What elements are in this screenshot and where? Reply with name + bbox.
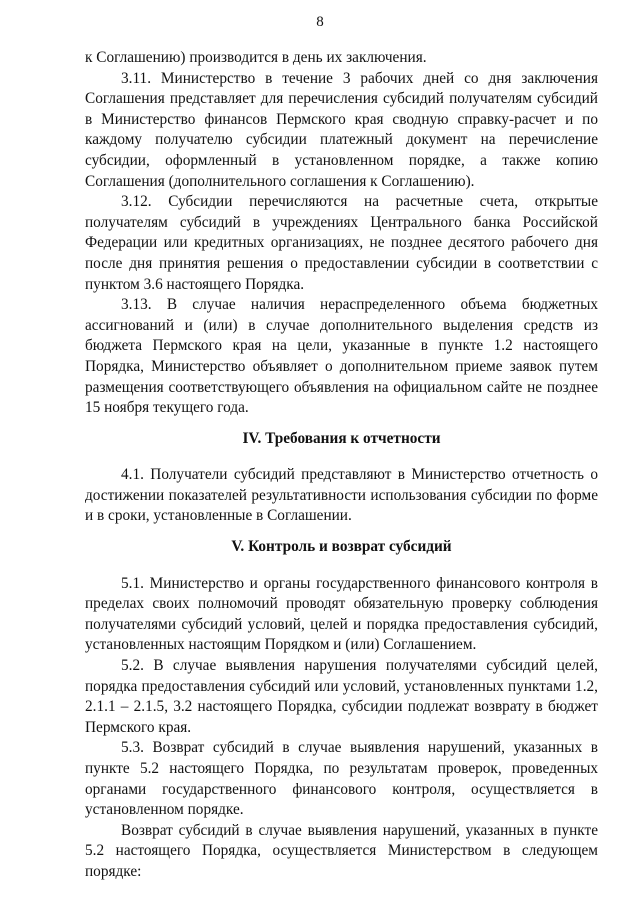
paragraph-4-1: 4.1. Получатели субсидий представляют в Министерство отчетность о достижении показателей результативности использования субсидии по форме и в сроки, установленные в Соглашении. — [85, 466, 598, 525]
document-body — [85, 48, 598, 883]
section-5-heading: V. Контроль и возврат субсидий — [231, 538, 452, 556]
paragraph-3-13: 3.13. В случае наличия нераспределенного объема бюджетных ассигнований и (или) в случае дополнительного выделения средств из бюджета Пермского края на цели, указанные в пункте 1.2 настоящего Порядка, Министерство объявляет о дополнительном приеме заявок путем размещения соответствующего объявления на официальном сайте не позднее 15 ноября текущего года. — [85, 296, 598, 417]
page-number: 8 — [316, 14, 324, 30]
paragraph-5-3-return: Возврат субсидий в случае выявления нарушений, указанных в пункте 5.2 настоящего Порядка, осуществляется Министерством в следующем порядке: — [85, 821, 598, 880]
paragraph-5-3: 5.3. Возврат субсидий в случае выявления нарушений, указанных в пункте 5.2 настоящего Порядка, по результатам проверок, проведенных органами государственного финансового контроля, осуществляется в установленном порядке. — [85, 739, 598, 819]
paragraph-5-1: 5.1. Министерство и органы государственного финансового контроля в пределах своих полномочий проводят обязательную проверку соблюдения получателями субсидий условий, целей и порядка предоставления субсидий, установленных настоящим Порядком и (или) Соглашением. — [85, 574, 598, 654]
paragraph-continuation: к Соглашению) производится в день их заключения. — [85, 49, 427, 66]
paragraph-3-11: 3.11. Министерство в течение 3 рабочих дней со дня заключения Соглашения представляет для перечисления субсидий получателям субсидий в Министерство финансов Пермского края сводную справку-расчет и по каждому получателю субсидии платежный документ на перечисление субсидии, оформленный в установленном порядке, а также копию Соглашения (дополнительного соглашения к Соглашению). — [85, 69, 598, 190]
paragraph-3-12: 3.12. Субсидии перечисляются на расчетные счета, открытые получателям субсидий в учреждениях Центрального банка Российской Федерации или кредитных организациях, не позднее десятого рабочего дня после дня принятия решения о предоставлении субсидии в соответствии с пунктом 3.6 настоящего Порядка. — [85, 193, 598, 293]
paragraph-5-2: 5.2. В случае выявления нарушения получателями субсидий целей, порядка предоставления субсидий или условий, установленных пунктами 1.2, 2.1.1 – 2.1.5, 3.2 настоящего Порядка, субсидии подлежат возврату в бюджет Пермского края. — [85, 657, 598, 736]
section-4-heading: IV. Требования к отчетности — [242, 429, 441, 447]
